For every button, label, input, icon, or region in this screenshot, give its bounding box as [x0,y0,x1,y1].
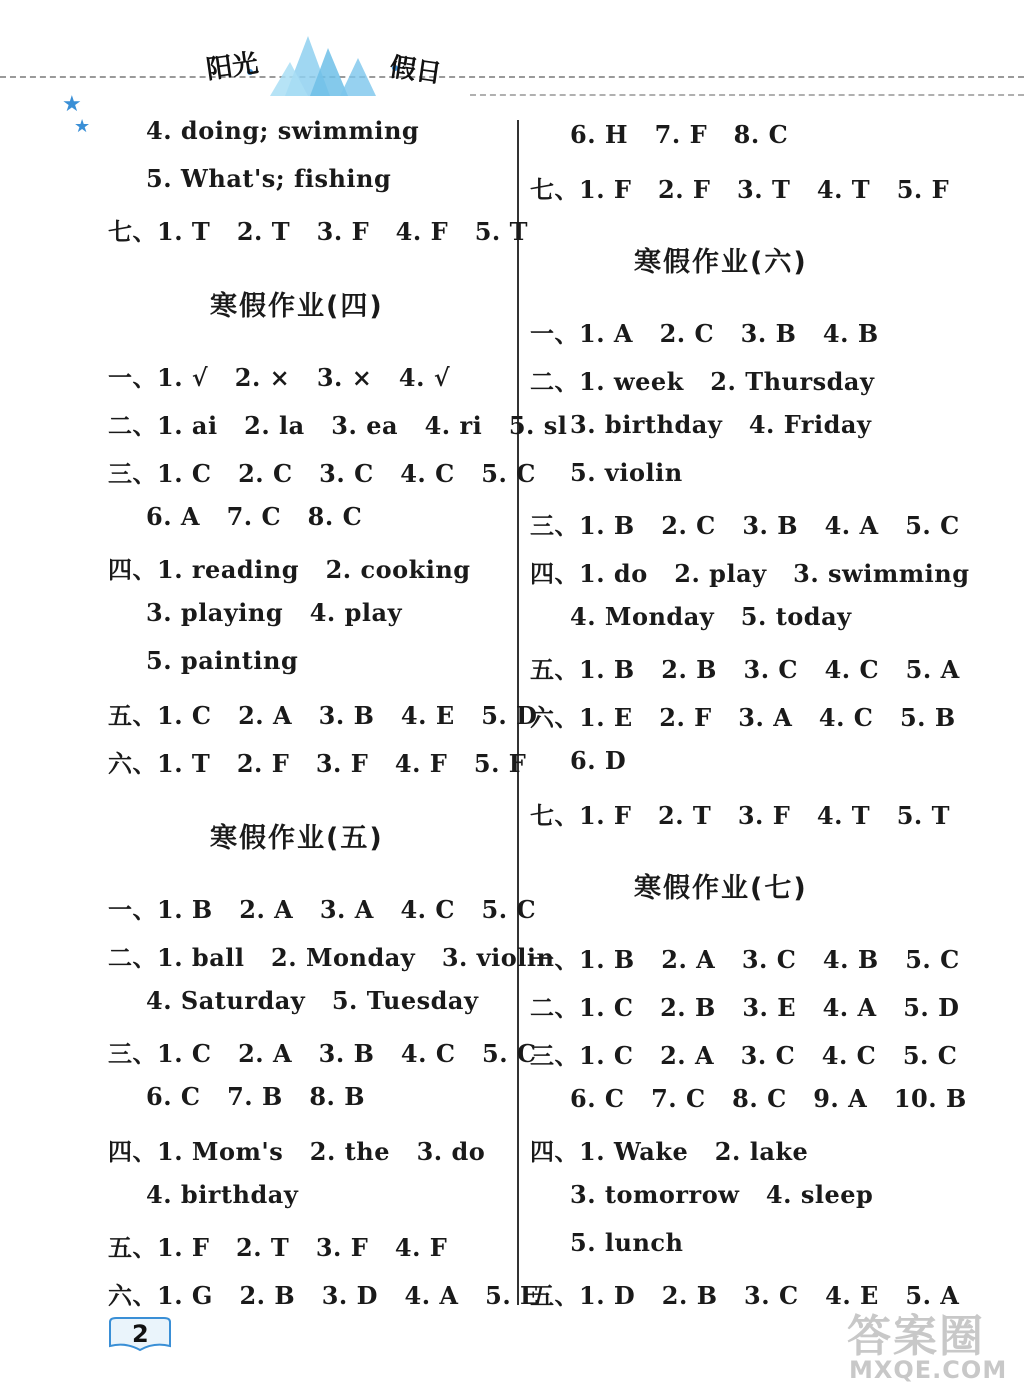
answer-line: 四、1. do 2. play 3. swimming [530,559,970,588]
answer-line: 一、1. A 2. C 3. B 4. B [530,319,879,348]
section-title: 寒假作业(七) [634,873,808,904]
answer-line: 6. A 7. C 8. C [146,502,363,531]
logo-text-left: 阳光 [204,48,261,86]
answer-line: 七、1. F 2. T 3. F 4. T 5. T [530,801,950,830]
section-title: 寒假作业(四) [210,291,384,322]
header-dashed-line [0,76,1024,78]
answer-line: 5. painting [146,646,299,675]
answer-line: 6. D [570,746,627,775]
section-title: 寒假作业(五) [210,823,384,854]
answer-line: 四、1. Mom's 2. the 3. do [108,1137,486,1166]
answer-line: 6. H 7. F 8. C [570,120,789,149]
answer-line: 一、1. B 2. A 3. A 4. C 5. C [108,895,537,924]
answer-line: 五、1. D 2. B 3. C 4. E 5. A [530,1281,960,1310]
answer-line: 一、1. √ 2. × 3. × 4. √ [108,363,451,392]
page-number: 2 [132,1320,149,1348]
header-dashed-line-lower [470,94,1024,96]
answer-line: 六、1. T 2. F 3. F 4. F 5. F [108,749,527,778]
section-title: 寒假作业(六) [634,247,808,278]
answer-line: 七、1. F 2. F 3. T 4. T 5. F [530,175,950,204]
answer-line: 三、1. C 2. A 3. C 4. C 5. C [530,1041,958,1070]
answer-line: 6. C 7. C 8. C 9. A 10. B [570,1084,967,1113]
answer-line: 二、1. C 2. B 3. E 4. A 5. D [530,993,960,1022]
answer-line: 六、1. E 2. F 3. A 4. C 5. B [530,703,956,732]
answer-line: 4. birthday [146,1180,299,1209]
answer-line: 3. birthday 4. Friday [570,410,872,439]
watermark-text: 答案圈 [847,1311,985,1362]
answer-line: 二、1. ai 2. la 3. ea 4. ri 5. sl [108,411,568,440]
answer-line: 5. violin [570,458,683,487]
logo-text-right: 假日 [387,52,444,90]
watermark [845,1300,1020,1392]
answer-line: 6. C 7. B 8. B [146,1082,366,1111]
answer-line: 五、1. B 2. B 3. C 4. C 5. A [530,655,960,684]
star-icon: ★ [62,92,82,117]
answer-line: 二、1. ball 2. Monday 3. violin [108,943,555,972]
answer-line: 六、1. G 2. B 3. D 4. A 5. E [108,1281,539,1310]
page-number-badge [106,1316,174,1354]
answer-line: 三、1. B 2. C 3. B 4. A 5. C [530,511,960,540]
series-logo [190,28,460,100]
answer-line: 4. doing; swimming [146,116,420,145]
answer-line: 五、1. C 2. A 3. B 4. E 5. D [108,701,538,730]
answer-line: 5. What's; fishing [146,164,392,193]
answer-line: 4. Monday 5. today [570,602,852,631]
answer-line: 三、1. C 2. C 3. C 4. C 5. C [108,459,536,488]
answer-line: 4. Saturday 5. Tuesday [146,986,479,1015]
answer-line: 一、1. B 2. A 3. C 4. B 5. C [530,945,960,974]
answer-line: 5. lunch [570,1228,684,1257]
answer-line: 七、1. T 2. T 3. F 4. F 5. T [108,217,528,246]
answer-line: 四、1. reading 2. cooking [108,555,471,584]
answer-line: 五、1. F 2. T 3. F 4. F [108,1233,448,1262]
answer-line: 3. playing 4. play [146,598,403,627]
answer-line: 3. tomorrow 4. sleep [570,1180,874,1209]
answer-line: 三、1. C 2. A 3. B 4. C 5. C [108,1039,537,1068]
watermark-url: MXQE.COM [849,1356,1008,1384]
answer-line: 四、1. Wake 2. lake [530,1137,809,1166]
answer-line: 二、1. week 2. Thursday [530,367,875,396]
star-icon-small: ★ [74,116,91,137]
